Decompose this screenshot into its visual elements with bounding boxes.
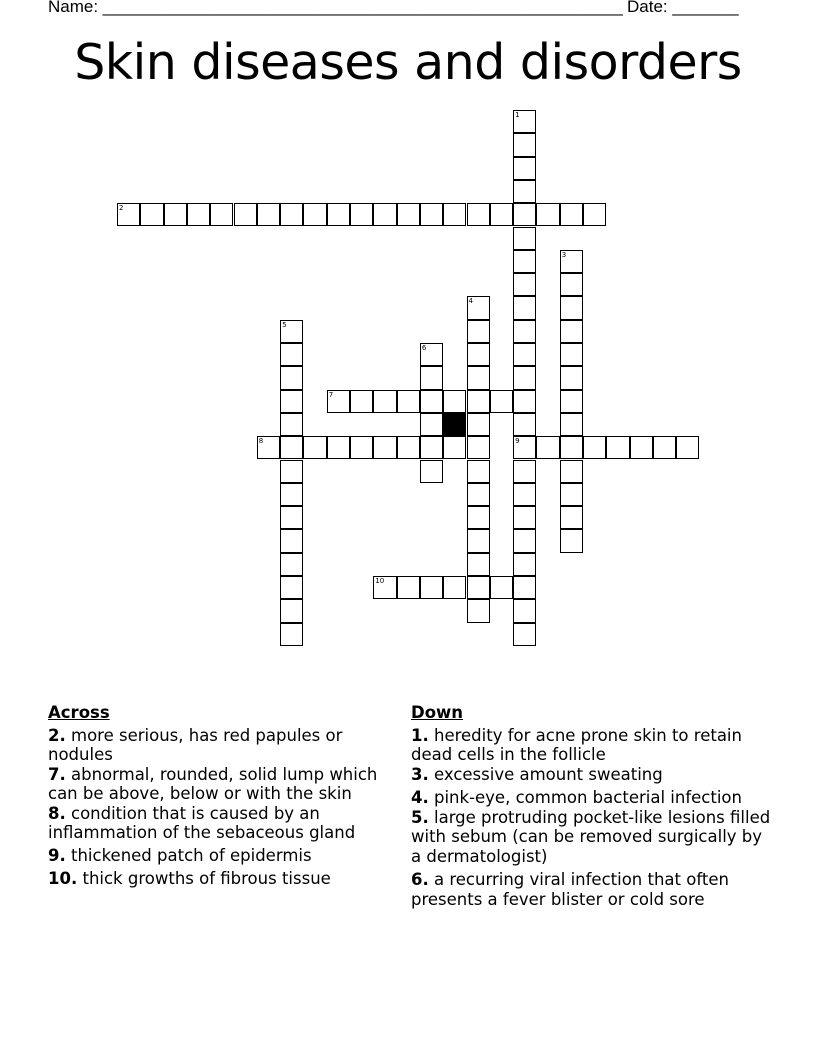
grid-cell[interactable] (513, 460, 536, 483)
name-field[interactable]: Name: _______________________________________________________ (48, 0, 623, 16)
down-clue (411, 765, 771, 785)
grid-cell[interactable] (560, 203, 583, 226)
grid-cell[interactable] (513, 366, 536, 389)
grid-cell[interactable] (280, 366, 303, 389)
grid-cell[interactable] (280, 413, 303, 436)
cell-number: 7 (328, 390, 334, 399)
grid-cell[interactable] (420, 460, 443, 483)
grid-cell[interactable] (397, 390, 420, 413)
grid-cell[interactable] (513, 390, 536, 413)
clue-text: condition that is caused by an inflammation of the sebaceous gland (48, 803, 356, 842)
grid-cell[interactable] (560, 529, 583, 552)
clue-number: 3. (411, 764, 429, 784)
grid-cell[interactable] (397, 436, 420, 459)
grid-cell[interactable] (373, 203, 396, 226)
clue-text: thick growths of fibrous tissue (77, 869, 331, 888)
grid-cell[interactable] (327, 436, 350, 459)
grid-cell[interactable] (490, 203, 513, 226)
grid-cell[interactable] (513, 553, 536, 576)
page-title: Skin diseases and disorders (74, 34, 742, 91)
grid-cell[interactable] (560, 436, 583, 459)
clue-number: 9. (48, 845, 66, 865)
grid-cell[interactable] (420, 436, 443, 459)
grid-cell[interactable] (350, 390, 373, 413)
grid-cell[interactable] (513, 110, 536, 133)
clue-text: heredity for acne prone skin to retain dead cells in the follicle (411, 725, 742, 764)
cell-number: 6 (421, 344, 427, 352)
grid-cell[interactable] (676, 436, 699, 459)
clue-text: pink-eye, common bacterial infection (428, 788, 742, 807)
grid-cell[interactable] (560, 390, 583, 413)
clue-number: 1. (411, 725, 429, 745)
across-clues (48, 703, 403, 889)
grid-cell[interactable] (443, 436, 466, 459)
grid-cell[interactable] (560, 506, 583, 529)
clue-text: thickened patch of epidermis (65, 845, 312, 865)
grid-cell[interactable] (560, 273, 583, 296)
clue-number: 10. (48, 869, 78, 888)
grid-cell[interactable] (583, 436, 606, 459)
grid-cell[interactable] (280, 553, 303, 576)
grid-cell[interactable] (117, 203, 140, 226)
grid-cell[interactable] (257, 203, 280, 226)
grid-cell[interactable] (373, 576, 396, 599)
grid-cell[interactable] (350, 203, 373, 226)
clue-number: 8. (48, 803, 66, 823)
grid-cell[interactable] (560, 296, 583, 319)
grid-cell[interactable] (467, 413, 490, 436)
grid-cell[interactable] (513, 506, 536, 529)
grid-cell[interactable] (467, 506, 490, 529)
grid-cell[interactable] (443, 390, 466, 413)
down-clue (411, 726, 771, 765)
grid-cell[interactable] (443, 203, 466, 226)
clue-number: 7. (48, 764, 66, 784)
across-clue (48, 765, 403, 804)
grid-cell[interactable] (653, 436, 676, 459)
clue-number: 4. (411, 788, 429, 807)
cell-number: 9 (515, 437, 520, 446)
grid-cell[interactable] (373, 436, 396, 459)
grid-cell[interactable] (420, 203, 443, 226)
grid-cell[interactable] (467, 296, 490, 319)
grid-cell[interactable] (420, 343, 443, 366)
grid-cell[interactable] (560, 483, 583, 506)
down-clue (411, 808, 771, 867)
grid-cell[interactable] (327, 203, 350, 226)
grid-cell[interactable] (280, 599, 303, 622)
grid-cell[interactable] (467, 320, 490, 343)
grid-cell[interactable] (280, 436, 303, 459)
across-heading: Across (48, 703, 110, 722)
grid-cell[interactable] (280, 483, 303, 506)
grid-cell[interactable] (303, 436, 326, 459)
grid-cell[interactable] (467, 343, 490, 366)
clue-text: excessive amount sweating (428, 764, 663, 784)
grid-cell[interactable] (467, 483, 490, 506)
clue-text: more serious, has red papules or nodules (48, 725, 343, 764)
grid-cell[interactable] (303, 203, 326, 226)
grid-cell[interactable] (257, 436, 280, 459)
grid-cell[interactable] (467, 460, 490, 483)
grid-cell[interactable] (560, 366, 583, 389)
grid-cell[interactable] (513, 576, 536, 599)
cell-number: 1 (515, 111, 520, 119)
grid-cell[interactable] (467, 203, 490, 226)
cell-number: 5 (282, 320, 287, 329)
grid-cell[interactable] (513, 227, 536, 250)
grid-cell[interactable] (420, 413, 443, 436)
grid-cell[interactable] (467, 599, 490, 622)
grid-cell[interactable] (560, 250, 583, 273)
grid-cell[interactable] (373, 390, 396, 413)
grid-cell[interactable] (280, 460, 303, 483)
grid-cell[interactable] (327, 390, 350, 413)
cell-number: 3 (561, 250, 567, 259)
grid-cell[interactable] (513, 529, 536, 552)
grid-cell[interactable] (443, 576, 466, 599)
grid-cell[interactable] (606, 436, 629, 459)
clue-text: abnormal, rounded, solid lump which can be above, below or with the skin (48, 764, 378, 803)
grid-cell[interactable] (513, 180, 536, 203)
grid-cell[interactable] (420, 366, 443, 389)
grid-cell[interactable] (513, 273, 536, 296)
grid-block-cell (443, 413, 466, 436)
grid-cell[interactable] (467, 366, 490, 389)
grid-cell[interactable] (467, 553, 490, 576)
grid-cell[interactable] (513, 413, 536, 436)
grid-cell[interactable] (513, 250, 536, 273)
grid-cell[interactable] (513, 320, 536, 343)
cell-number: 10 (375, 577, 385, 585)
grid-cell[interactable] (513, 296, 536, 319)
across-clue (48, 869, 403, 889)
grid-cell[interactable] (513, 133, 536, 156)
grid-cell[interactable] (187, 203, 210, 226)
grid-cell[interactable] (490, 390, 513, 413)
grid-cell[interactable] (164, 203, 187, 226)
grid-cell[interactable] (536, 203, 559, 226)
grid-cell[interactable] (513, 343, 536, 366)
cell-number: 2 (119, 204, 124, 213)
grid-cell[interactable] (280, 576, 303, 599)
grid-cell[interactable] (280, 320, 303, 343)
grid-cell[interactable] (467, 529, 490, 552)
grid-cell[interactable] (513, 203, 536, 226)
grid-cell[interactable] (560, 413, 583, 436)
grid-cell[interactable] (536, 436, 559, 459)
grid-cell[interactable] (397, 203, 420, 226)
grid-cell[interactable] (490, 576, 513, 599)
grid-cell[interactable] (234, 203, 257, 226)
cell-number: 4 (468, 297, 473, 306)
grid-cell[interactable] (397, 576, 420, 599)
clue-number: 6. (411, 870, 429, 889)
grid-cell[interactable] (513, 157, 536, 180)
grid-cell[interactable] (280, 529, 303, 552)
grid-cell[interactable] (560, 320, 583, 343)
cell-number: 8 (258, 437, 264, 446)
clue-number: 2. (48, 725, 66, 745)
across-clue (48, 726, 403, 765)
grid-cell[interactable] (513, 599, 536, 622)
grid-cell[interactable] (467, 390, 490, 413)
grid-cell[interactable] (583, 203, 606, 226)
grid-cell[interactable] (560, 343, 583, 366)
grid-cell[interactable] (280, 343, 303, 366)
clue-number: 5. (411, 807, 429, 827)
down-heading: Down (411, 703, 464, 722)
grid-cell[interactable] (420, 576, 443, 599)
grid-cell[interactable] (513, 623, 536, 646)
grid-cell[interactable] (513, 483, 536, 506)
grid-cell[interactable] (350, 436, 373, 459)
grid-cell[interactable] (513, 436, 536, 459)
down-clues (411, 703, 771, 909)
grid-cell[interactable] (280, 203, 303, 226)
grid-cell[interactable] (467, 436, 490, 459)
grid-cell[interactable] (280, 390, 303, 413)
clue-text: large protruding pocket-like lesions filled with sebum (can be removed surgically by a dermatologist) (411, 807, 771, 866)
grid-cell[interactable] (467, 576, 490, 599)
grid-cell[interactable] (630, 436, 653, 459)
down-clue (411, 870, 771, 909)
down-clue (411, 788, 771, 808)
clue-text: a recurring viral infection that often presents a fever blister or cold sore (411, 870, 729, 909)
grid-cell[interactable] (280, 623, 303, 646)
grid-cell[interactable] (420, 390, 443, 413)
grid-cell[interactable] (560, 460, 583, 483)
date-field[interactable]: Date: _______ (627, 0, 739, 16)
across-clue (48, 846, 403, 866)
across-clue (48, 804, 403, 843)
grid-cell[interactable] (280, 506, 303, 529)
grid-cell[interactable] (140, 203, 163, 226)
grid-cell[interactable] (210, 203, 233, 226)
